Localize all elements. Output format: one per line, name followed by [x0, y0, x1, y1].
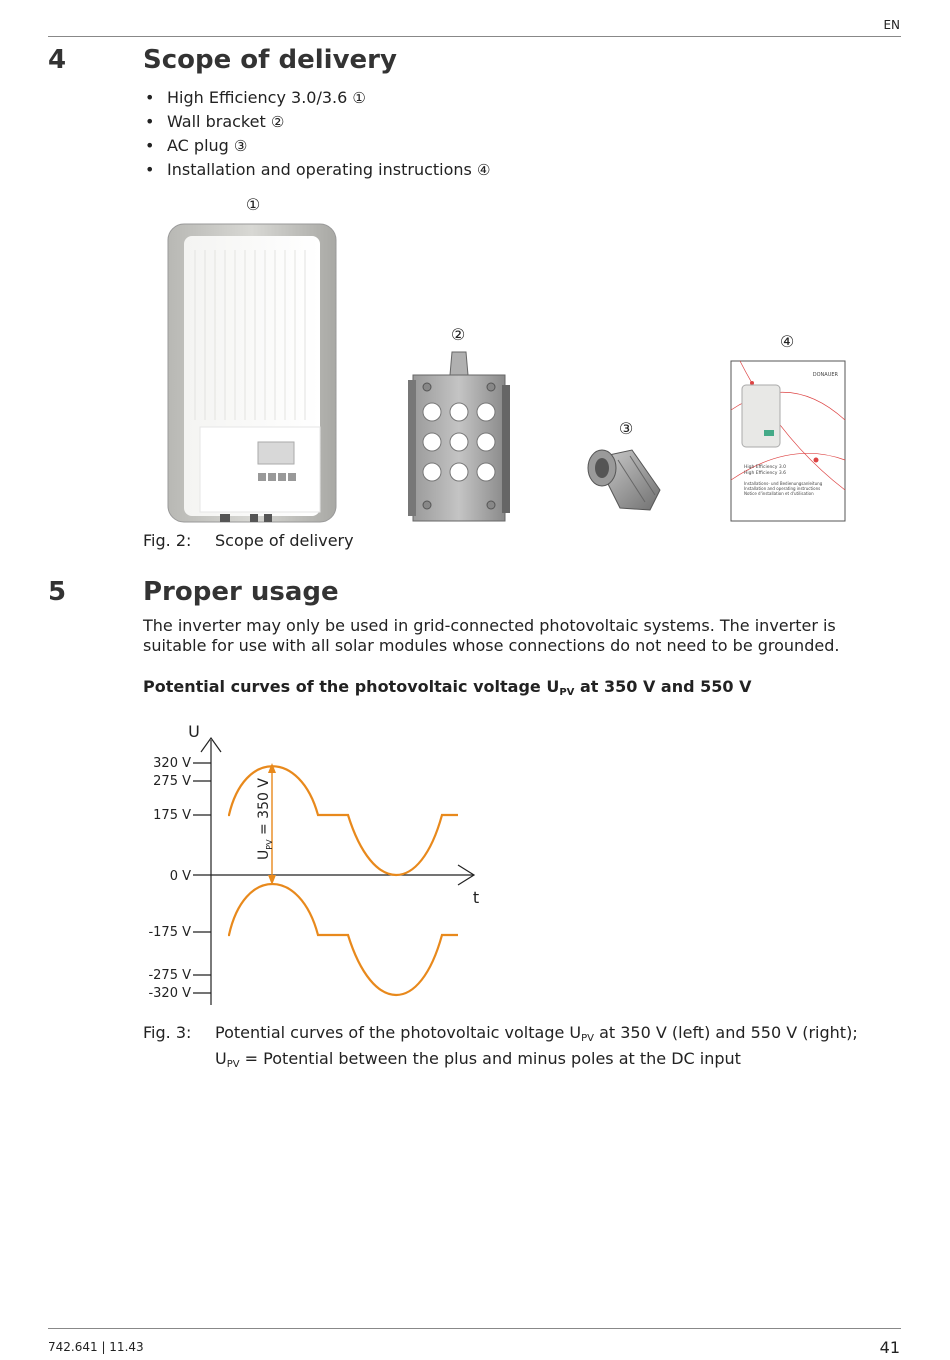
section-4-title: Scope of delivery: [143, 45, 397, 75]
tick-label: 275 V: [153, 774, 191, 789]
upv-arrowhead-top: [268, 763, 276, 773]
voltage-diagram: [140, 715, 500, 1015]
manual-image: [731, 361, 845, 521]
scope-of-delivery-figure: [140, 190, 860, 530]
caption-line-2: $U_{PV}$ = Potential between the plus and minus poles at the DC input: [215, 1049, 741, 1070]
section-5-title: Proper usage: [143, 577, 339, 607]
tick-label: 320 V: [153, 756, 191, 771]
tick-label: -275 V: [148, 968, 191, 983]
manual-line: High Efficiency 3.6: [744, 471, 787, 476]
tick-label: -320 V: [148, 986, 191, 1001]
diagram-subheading: Potential curves of the photovoltaic voltage $U_{PV}$ at 350 V and 550 V: [143, 677, 752, 698]
list-item: • High Efficiency 3.0/3.6 ①: [143, 86, 490, 110]
figure-3-caption: [215, 1023, 858, 1075]
page-number: 41: [879, 1338, 900, 1357]
inverter-image: [168, 224, 336, 522]
footer-rule: [48, 1328, 901, 1329]
delivery-list: [143, 86, 490, 182]
wall-bracket-image: [408, 352, 510, 521]
language-indicator: EN: [883, 18, 900, 32]
manual-line: High Efficiency 3.0: [744, 465, 787, 470]
list-item: • Installation and operating instructions ④: [143, 158, 490, 182]
y-axis-label: U: [188, 722, 200, 741]
document-number: 742.641 | 11.43: [48, 1340, 144, 1354]
caption-line-1: Potential curves of the photovoltaic voltage $U_{PV}$ at 350 V (left) and 550 V (right);: [215, 1023, 858, 1044]
figure-mark-3: ③: [618, 419, 634, 438]
figure-2-caption: Scope of delivery: [215, 531, 354, 550]
section-5-number: 5: [48, 577, 67, 607]
header-rule: [48, 36, 901, 37]
upv-arrow-label: $U_{PV} = 350$ V: [256, 778, 274, 860]
proper-usage-paragraph: The inverter may only be used in grid-connected photovoltaic systems. The inverter is suitable for use with all solar modules whose connections do not need to be grounded.: [143, 616, 840, 655]
lower-potential-curve: [228, 884, 458, 995]
figure-2-label: Fig. 2:: [143, 531, 192, 550]
x-axis-label: t: [472, 888, 480, 907]
manual-line: Notice d'installation et d'utilisation: [744, 491, 814, 496]
manual-brand: DONAUER: [812, 372, 838, 378]
list-item: • AC plug ③: [143, 134, 490, 158]
list-item: • Wall bracket ②: [143, 110, 490, 134]
figure-3-label: Fig. 3:: [143, 1023, 192, 1042]
manual-line: Installation and operating instructions: [744, 486, 821, 491]
tick-label: -175 V: [148, 925, 191, 940]
ac-plug-image: [588, 450, 660, 510]
figure-mark-1: ①: [245, 195, 261, 214]
section-4-number: 4: [48, 45, 67, 75]
tick-label: 175 V: [153, 808, 191, 823]
manual-line: Installations- und Bedienungsanleitung: [744, 481, 823, 486]
figure-mark-4: ④: [779, 332, 795, 351]
tick-label: 0 V: [169, 869, 191, 884]
figure-mark-2: ②: [450, 325, 466, 344]
